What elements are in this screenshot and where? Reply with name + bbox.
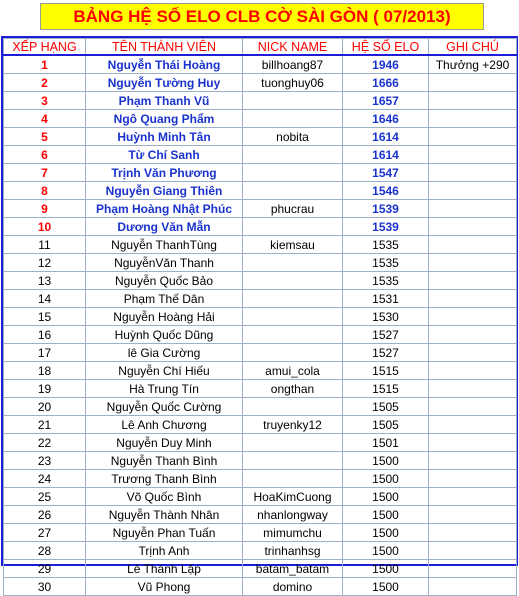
- title-banner: [40, 3, 484, 30]
- rank-cell: 25: [4, 488, 86, 506]
- member-name-cell: Nguyễn Duy Minh: [86, 434, 243, 452]
- nickname-cell: phucrau: [243, 200, 343, 218]
- elo-cell: 1527: [343, 326, 429, 344]
- table-row: [4, 308, 517, 326]
- elo-cell: 1535: [343, 254, 429, 272]
- nickname-cell: kiemsau: [243, 236, 343, 254]
- rank-cell: 7: [4, 164, 86, 182]
- nickname-cell: domino: [243, 578, 343, 596]
- nickname-cell: billhoang87: [243, 55, 343, 74]
- nickname-cell: [243, 272, 343, 290]
- header-name: TÊN THÀNH VIÊN: [86, 39, 243, 56]
- nickname-cell: [243, 110, 343, 128]
- note-cell: [429, 560, 517, 578]
- rank-cell: 15: [4, 308, 86, 326]
- note-cell: [429, 506, 517, 524]
- elo-cell: 1614: [343, 146, 429, 164]
- note-cell: [429, 344, 517, 362]
- note-cell: [429, 416, 517, 434]
- table-row: [4, 182, 517, 200]
- table-row: [4, 164, 517, 182]
- elo-cell: 1500: [343, 506, 429, 524]
- table-row: [4, 416, 517, 434]
- note-cell: [429, 92, 517, 110]
- table-row: [4, 560, 517, 578]
- elo-cell: 1515: [343, 362, 429, 380]
- header-rank: XẾP HẠNG: [4, 39, 86, 56]
- nickname-cell: truyenky12: [243, 416, 343, 434]
- note-cell: [429, 164, 517, 182]
- table-row: [4, 200, 517, 218]
- member-name-cell: Nguyễn Phan Tuấn: [86, 524, 243, 542]
- note-cell: [429, 398, 517, 416]
- member-name-cell: Nguyễn Tường Huy: [86, 74, 243, 92]
- note-cell: [429, 326, 517, 344]
- elo-cell: 1666: [343, 74, 429, 92]
- elo-cell: 1546: [343, 182, 429, 200]
- note-cell: [429, 182, 517, 200]
- member-name-cell: Từ Chí Sanh: [86, 146, 243, 164]
- elo-cell: 1500: [343, 524, 429, 542]
- table-row: [4, 524, 517, 542]
- member-name-cell: Nguyễn Thành Nhân: [86, 506, 243, 524]
- rank-cell: 27: [4, 524, 86, 542]
- table-row: [4, 236, 517, 254]
- rank-cell: 9: [4, 200, 86, 218]
- note-cell: [429, 200, 517, 218]
- nickname-cell: [243, 164, 343, 182]
- nickname-cell: mimumchu: [243, 524, 343, 542]
- nickname-cell: nobita: [243, 128, 343, 146]
- rank-cell: 2: [4, 74, 86, 92]
- table-row: [4, 74, 517, 92]
- note-cell: [429, 542, 517, 560]
- note-cell: [429, 110, 517, 128]
- note-cell: [429, 524, 517, 542]
- rank-cell: 22: [4, 434, 86, 452]
- member-name-cell: Trịnh Anh: [86, 542, 243, 560]
- rank-cell: 17: [4, 344, 86, 362]
- note-cell: [429, 128, 517, 146]
- member-name-cell: Lê Anh Chương: [86, 416, 243, 434]
- elo-table: [3, 38, 517, 596]
- member-name-cell: Trịnh Văn Phương: [86, 164, 243, 182]
- note-cell: [429, 380, 517, 398]
- rank-cell: 12: [4, 254, 86, 272]
- elo-cell: 1539: [343, 200, 429, 218]
- note-cell: [429, 488, 517, 506]
- table-row: [4, 92, 517, 110]
- nickname-cell: tuonghuy06: [243, 74, 343, 92]
- rank-cell: 26: [4, 506, 86, 524]
- elo-cell: 1500: [343, 452, 429, 470]
- note-cell: [429, 236, 517, 254]
- elo-cell: 1500: [343, 470, 429, 488]
- table-row: [4, 326, 517, 344]
- member-name-cell: Vũ Phong: [86, 578, 243, 596]
- table-row: [4, 362, 517, 380]
- elo-cell: 1515: [343, 380, 429, 398]
- elo-cell: 1527: [343, 344, 429, 362]
- member-name-cell: Nguyễn Quốc Bảo: [86, 272, 243, 290]
- elo-cell: 1505: [343, 416, 429, 434]
- elo-cell: 1530: [343, 308, 429, 326]
- table-row: [4, 254, 517, 272]
- nickname-cell: batam_batam: [243, 560, 343, 578]
- rank-cell: 28: [4, 542, 86, 560]
- nickname-cell: [243, 470, 343, 488]
- table-row: [4, 55, 517, 74]
- table-row: [4, 470, 517, 488]
- member-name-cell: lê Gia Cường: [86, 344, 243, 362]
- note-cell: [429, 578, 517, 596]
- elo-cell: 1547: [343, 164, 429, 182]
- elo-cell: 1500: [343, 488, 429, 506]
- elo-cell: 1946: [343, 55, 429, 74]
- table-row: [4, 434, 517, 452]
- nickname-cell: [243, 182, 343, 200]
- rank-cell: 3: [4, 92, 86, 110]
- rank-cell: 11: [4, 236, 86, 254]
- rank-cell: 6: [4, 146, 86, 164]
- table-row: [4, 218, 517, 236]
- elo-cell: 1614: [343, 128, 429, 146]
- page-title: BẢNG HỆ SỐ ELO CLB CỜ SÀI GÒN ( 07/2013): [73, 6, 451, 26]
- note-cell: [429, 146, 517, 164]
- header-elo: HỆ SỐ ELO: [343, 39, 429, 56]
- rank-cell: 5: [4, 128, 86, 146]
- member-name-cell: NguyễnVăn Thanh: [86, 254, 243, 272]
- elo-cell: 1505: [343, 398, 429, 416]
- table-body: [4, 55, 517, 596]
- note-cell: [429, 290, 517, 308]
- note-cell: [429, 218, 517, 236]
- elo-cell: 1539: [343, 218, 429, 236]
- rank-cell: 30: [4, 578, 86, 596]
- rank-cell: 23: [4, 452, 86, 470]
- elo-cell: 1500: [343, 578, 429, 596]
- member-name-cell: Nguyễn Giang Thiên: [86, 182, 243, 200]
- table-row: [4, 272, 517, 290]
- table-row: [4, 110, 517, 128]
- table-row: [4, 128, 517, 146]
- member-name-cell: Lê Thành Lập: [86, 560, 243, 578]
- note-cell: [429, 434, 517, 452]
- rank-cell: 13: [4, 272, 86, 290]
- member-name-cell: Ngô Quang Phẩm: [86, 110, 243, 128]
- rank-cell: 14: [4, 290, 86, 308]
- note-cell: [429, 308, 517, 326]
- nickname-cell: amui_cola: [243, 362, 343, 380]
- rank-cell: 1: [4, 55, 86, 74]
- nickname-cell: [243, 308, 343, 326]
- nickname-cell: [243, 92, 343, 110]
- member-name-cell: Huỳnh Quốc Dũng: [86, 326, 243, 344]
- table-row: [4, 488, 517, 506]
- elo-cell: 1500: [343, 542, 429, 560]
- note-cell: [429, 452, 517, 470]
- nickname-cell: trinhanhsg: [243, 542, 343, 560]
- member-name-cell: Phạm Thế Dân: [86, 290, 243, 308]
- member-name-cell: Nguyễn Hoàng Hải: [86, 308, 243, 326]
- member-name-cell: Trương Thanh Bình: [86, 470, 243, 488]
- rank-cell: 10: [4, 218, 86, 236]
- member-name-cell: Nguyễn Chí Hiếu: [86, 362, 243, 380]
- nickname-cell: [243, 326, 343, 344]
- table-row: [4, 542, 517, 560]
- elo-cell: 1500: [343, 560, 429, 578]
- note-cell: [429, 254, 517, 272]
- rank-cell: 19: [4, 380, 86, 398]
- nickname-cell: [243, 146, 343, 164]
- elo-cell: 1657: [343, 92, 429, 110]
- nickname-cell: [243, 398, 343, 416]
- rank-cell: 4: [4, 110, 86, 128]
- member-name-cell: Nguyễn ThanhTùng: [86, 236, 243, 254]
- nickname-cell: [243, 290, 343, 308]
- table-row: [4, 380, 517, 398]
- nickname-cell: nhanlongway: [243, 506, 343, 524]
- table-header-row: [4, 39, 517, 56]
- table-row: [4, 146, 517, 164]
- table-row: [4, 452, 517, 470]
- elo-cell: 1646: [343, 110, 429, 128]
- nickname-cell: [243, 344, 343, 362]
- rank-cell: 20: [4, 398, 86, 416]
- member-name-cell: Nguyễn Quốc Cường: [86, 398, 243, 416]
- nickname-cell: ongthan: [243, 380, 343, 398]
- table-row: [4, 578, 517, 596]
- member-name-cell: Phạm Hoàng Nhật Phúc: [86, 200, 243, 218]
- note-cell: [429, 74, 517, 92]
- elo-cell: 1535: [343, 272, 429, 290]
- nickname-cell: [243, 452, 343, 470]
- member-name-cell: Dương Văn Mẫn: [86, 218, 243, 236]
- rank-cell: 29: [4, 560, 86, 578]
- nickname-cell: [243, 434, 343, 452]
- elo-cell: 1535: [343, 236, 429, 254]
- member-name-cell: Phạm Thanh Vũ: [86, 92, 243, 110]
- elo-cell: 1531: [343, 290, 429, 308]
- header-note: GHI CHÚ: [429, 39, 517, 56]
- header-nick: NICK NAME: [243, 39, 343, 56]
- note-cell: Thưởng +290: [429, 55, 517, 74]
- rank-cell: 18: [4, 362, 86, 380]
- rank-cell: 16: [4, 326, 86, 344]
- table-row: [4, 506, 517, 524]
- note-cell: [429, 470, 517, 488]
- note-cell: [429, 272, 517, 290]
- nickname-cell: [243, 254, 343, 272]
- elo-cell: 1501: [343, 434, 429, 452]
- nickname-cell: [243, 218, 343, 236]
- member-name-cell: Hà Trung Tín: [86, 380, 243, 398]
- member-name-cell: Nguyễn Thái Hoàng: [86, 55, 243, 74]
- note-cell: [429, 362, 517, 380]
- rank-cell: 8: [4, 182, 86, 200]
- table-row: [4, 344, 517, 362]
- rank-cell: 21: [4, 416, 86, 434]
- member-name-cell: Nguyễn Thanh Bình: [86, 452, 243, 470]
- elo-table-frame: [1, 36, 518, 594]
- table-row: [4, 290, 517, 308]
- rank-cell: 24: [4, 470, 86, 488]
- table-row: [4, 398, 517, 416]
- member-name-cell: Huỳnh Minh Tân: [86, 128, 243, 146]
- member-name-cell: Võ Quốc Bình: [86, 488, 243, 506]
- nickname-cell: HoaKimCuong: [243, 488, 343, 506]
